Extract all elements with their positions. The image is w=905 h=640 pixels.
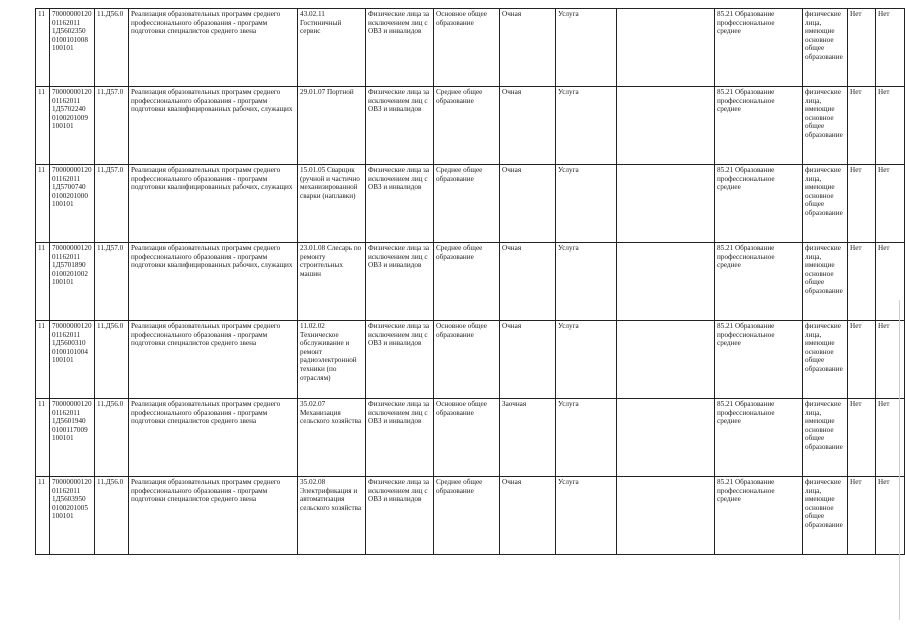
row-number-cell: 11 [36,87,50,165]
registry-code-cell: 7000000012001162011 1Д5600310 0100101004 100101 [50,321,95,399]
registry-code-cell: 7000000012001162011 1Д5700740 0100201000 100101 [50,165,95,243]
specialty-cell: 15.01.05 Сварщик (ручной и частично механизированной сварки (наплавки) [298,165,366,243]
service-kind-code-cell: 11.Д56.0 [95,399,129,477]
service-type-cell: Услуга [556,87,617,165]
specialty-cell: 43.02.11 Гостиничный сервис [298,9,366,87]
empty-cell-cell [617,243,715,321]
empty-cell-cell [617,399,715,477]
program-name-cell: Реализация образовательных программ среднего профессионального образования - программ подготовки специалистов среднего звена [129,321,298,399]
consumers-cell: физические лица, имеющие основное общее образование [803,9,848,87]
education-level-cell: Среднее общее образование [434,477,500,555]
table-row [36,243,905,321]
flag-1-cell: Нет [848,165,876,243]
education-level-cell: Основное общее образование [434,399,500,477]
program-name-cell: Реализация образовательных программ среднего профессионального образования - программ подготовки специалистов среднего звена [129,399,298,477]
study-form-cell: Очная [500,87,556,165]
table-row [36,9,905,87]
okved-code-cell: 85.21 Образование профессиональное среднее [715,399,803,477]
okved-code-cell: 85.21 Образование профессиональное среднее [715,87,803,165]
flag-2-cell: Нет [876,87,905,165]
okved-code-cell: 85.21 Образование профессиональное среднее [715,477,803,555]
education-level-cell: Среднее общее образование [434,165,500,243]
row-number-cell: 11 [36,9,50,87]
study-form-cell: Очная [500,243,556,321]
okved-code-cell: 85.21 Образование профессиональное среднее [715,321,803,399]
registry-code-cell: 7000000012001162011 1Д5603950 0100201005 100101 [50,477,95,555]
okved-code-cell: 85.21 Образование профессиональное среднее [715,165,803,243]
table-row [36,165,905,243]
table-row [36,321,905,399]
row-number-cell: 11 [36,477,50,555]
flag-2-cell: Нет [876,477,905,555]
study-form-cell: Очная [500,477,556,555]
flag-2-cell: Нет [876,399,905,477]
consumer-category-cell: Физические лица за исключением лиц с ОВЗ и инвалидов [366,243,434,321]
specialty-cell: 29.01.07 Портной [298,87,366,165]
consumer-category-cell: Физические лица за исключением лиц с ОВЗ и инвалидов [366,87,434,165]
flag-1-cell: Нет [848,243,876,321]
service-kind-code-cell: 11.Д57.0 [95,87,129,165]
flag-1-cell: Нет [848,399,876,477]
empty-cell-cell [617,165,715,243]
service-type-cell: Услуга [556,243,617,321]
study-form-cell: Очная [500,321,556,399]
okved-code-cell: 85.21 Образование профессиональное среднее [715,243,803,321]
program-name-cell: Реализация образовательных программ среднего профессионального образования - программ подготовки специалистов среднего звена [129,9,298,87]
scan-edge-line [899,300,900,620]
empty-cell-cell [617,477,715,555]
program-name-cell: Реализация образовательных программ среднего профессионального образования - программ подготовки специалистов среднего звена [129,477,298,555]
education-level-cell: Основное общее образование [434,9,500,87]
table-row [36,87,905,165]
education-level-cell: Основное общее образование [434,321,500,399]
table-body [36,9,905,555]
consumer-category-cell: Физические лица за исключением лиц с ОВЗ и инвалидов [366,399,434,477]
service-kind-code-cell: 11.Д57.0 [95,165,129,243]
registry-code-cell: 7000000012001162011 1Д5701890 0100201002 100101 [50,243,95,321]
study-form-cell: Очная [500,165,556,243]
study-form-cell: Очная [500,9,556,87]
service-kind-code-cell: 11.Д57.0 [95,243,129,321]
flag-2-cell: Нет [876,165,905,243]
consumers-cell: физические лица, имеющие основное общее образование [803,243,848,321]
study-form-cell: Заочная [500,399,556,477]
service-kind-code-cell: 11.Д56.0 [95,321,129,399]
registry-code-cell: 7000000012001162011 1Д5601940 0100117009 100101 [50,399,95,477]
consumers-cell: физические лица, имеющие основное общее образование [803,87,848,165]
service-type-cell: Услуга [556,477,617,555]
service-type-cell: Услуга [556,321,617,399]
flag-1-cell: Нет [848,87,876,165]
row-number-cell: 11 [36,399,50,477]
services-table [35,8,905,555]
specialty-cell: 35.02.08 Электрификация и автоматизация сельского хозяйства [298,477,366,555]
specialty-cell: 23.01.08 Слесарь по ремонту строительных машин [298,243,366,321]
service-kind-code-cell: 11.Д56.0 [95,9,129,87]
flag-1-cell: Нет [848,9,876,87]
registry-code-cell: 7000000012001162011 1Д5602350 0100101008 100101 [50,9,95,87]
consumer-category-cell: Физические лица за исключением лиц с ОВЗ и инвалидов [366,477,434,555]
registry-code-cell: 7000000012001162011 1Д5702240 0100201009 100101 [50,87,95,165]
flag-1-cell: Нет [848,321,876,399]
service-type-cell: Услуга [556,165,617,243]
program-name-cell: Реализация образовательных программ среднего профессионального образования - программ подготовки квалифицированных рабочих, служащих [129,87,298,165]
specialty-cell: 35.02.07 Механизация сельского хозяйства [298,399,366,477]
row-number-cell: 11 [36,243,50,321]
flag-2-cell: Нет [876,243,905,321]
flag-2-cell: Нет [876,9,905,87]
service-type-cell: Услуга [556,399,617,477]
row-number-cell: 11 [36,321,50,399]
education-level-cell: Среднее общее образование [434,243,500,321]
table-row [36,399,905,477]
flag-1-cell: Нет [848,477,876,555]
consumer-category-cell: Физические лица за исключением лиц с ОВЗ и инвалидов [366,165,434,243]
flag-2-cell: Нет [876,321,905,399]
consumers-cell: физические лица, имеющие основное общее образование [803,477,848,555]
consumers-cell: физические лица, имеющие основное общее образование [803,165,848,243]
empty-cell-cell [617,321,715,399]
program-name-cell: Реализация образовательных программ среднего профессионального образования - программ подготовки квалифицированных рабочих, служащих [129,243,298,321]
education-level-cell: Среднее общее образование [434,87,500,165]
consumer-category-cell: Физические лица за исключением лиц с ОВЗ и инвалидов [366,9,434,87]
table-row [36,477,905,555]
row-number-cell: 11 [36,165,50,243]
service-kind-code-cell: 11.Д56.0 [95,477,129,555]
service-type-cell: Услуга [556,9,617,87]
okved-code-cell: 85.21 Образование профессиональное среднее [715,9,803,87]
consumer-category-cell: Физические лица за исключением лиц с ОВЗ и инвалидов [366,321,434,399]
consumers-cell: физические лица, имеющие основное общее образование [803,321,848,399]
empty-cell-cell [617,9,715,87]
empty-cell-cell [617,87,715,165]
program-name-cell: Реализация образовательных программ среднего профессионального образования - программ подготовки квалифицированных рабочих, служащих [129,165,298,243]
specialty-cell: 11.02.02 Техническое обслуживание и ремонт радиоэлектронной техники (по отраслям) [298,321,366,399]
consumers-cell: физические лица, имеющие основное общее образование [803,399,848,477]
